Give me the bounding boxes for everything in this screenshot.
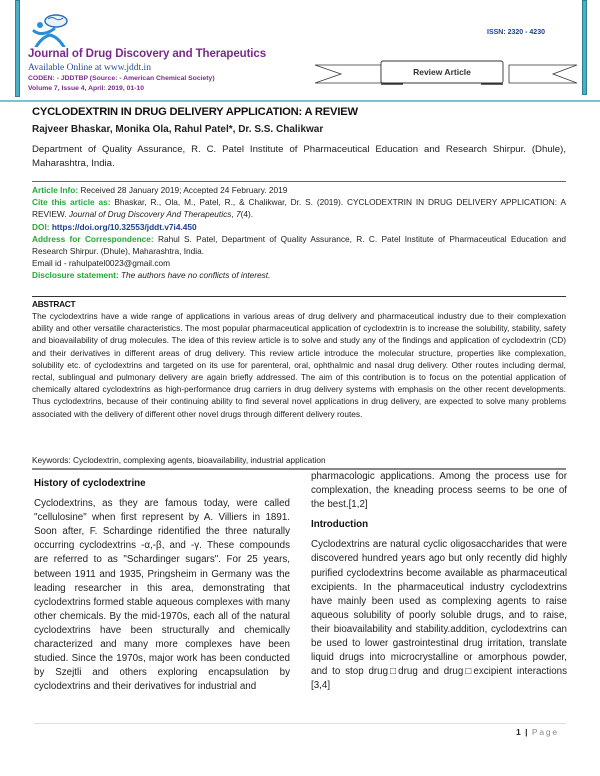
abstract-divider (32, 296, 566, 297)
page-number-value: 1 (516, 727, 521, 737)
citation-label: Cite this article as: (32, 197, 111, 208)
page-label: Page (531, 727, 559, 737)
history-heading: History of cyclodextrine (34, 478, 146, 489)
article-info-line (32, 184, 566, 196)
disclosure-label: Disclosure statement: (32, 270, 119, 281)
right-accent-bar (582, 0, 587, 95)
info-divider (32, 181, 566, 182)
affiliation: Department of Quality Assurance, R. C. Patel Institute of Pharmaceutical Education and Research Shirpur. (Dhule), Maharashtra, India. (32, 144, 566, 169)
disclosure-text: The authors have no conflicts of interest. (118, 270, 271, 281)
footer-divider (34, 723, 566, 724)
authors: Rajveer Bhaskar, Monika Ola, Rahul Patel*, Dr. S.S. Chalikwar (32, 124, 324, 135)
journal-title: Journal of Drug Discovery and Therapeutics (28, 48, 266, 60)
history-paragraph: Cyclodextrins, as they are famous today, were called "cellulosine" when first represent by A. Villiers in 1891. Soon after, F. Schardinge ridentified the three naturally occurring cyclodextrins -α,-β, and -γ. These compounds are referred to as "Schardinger sugars". For 25 years, between 1911 and 1935, Pringsheim in Germany was the leading researcher in this area, demonstrating that cyclodextrins formed stable aqueous complexes with many other chemicals. By the mid-1970s, each all of the natural cyclodextrins have been structurally and chemically characterized and many more complexes have been studied. Since the 1970s, major work has been conducted by Szejtli and others exploring encapsulation by cyclodextrins and their derivatives for industrial and (34, 498, 290, 693)
article-info-label: Article Info: (32, 185, 79, 195)
citation-volume: 7 (236, 209, 241, 220)
disclosure-line (32, 269, 566, 281)
citation-text: Bhaskar, R., Ola, M., Patel, R., & Chalikwar, Dr. S. (2019). CYCLODEXTRIN IN DRUG DELIVERY APPLICATION: A REVIEW. (32, 197, 566, 220)
correspondence-label: Address for Correspondence: (32, 233, 154, 244)
journal-website[interactable]: Available Online at www.jddt.in (28, 63, 151, 73)
issn: ISSN: 2320 - 4230 (487, 29, 545, 36)
body-column-right (311, 470, 567, 699)
citation-separator: , (231, 209, 236, 220)
body-column-left (34, 477, 290, 700)
header-divider (0, 100, 600, 102)
keywords: Keywords: Cyclodextrin, complexing agents, bioavailability, industrial application (32, 455, 326, 465)
citation-journal: Journal of Drug Discovery And Therapeutics (68, 209, 232, 220)
doi-link[interactable]: https://doi.org/10.32553/jddt.v7i4.450 (51, 221, 197, 232)
abstract-text: The cyclodextrins have a wide range of applications in various areas of drug delivery and pharmaceutical industry due to their complexation ability and other versatile characteristics. The most popular pharmaceutical application of cyclodextrin is to increase the solubility, stability, safety and bioavailability of drug molecules. The idea of this review article is to solve and study any of the findings and application of cyclodextrin (CD) and their derivatives in different areas of drug delivery. This review article introduce the molecular structure, properties like complexation, solubility etc. of cyclodextrins and targeted on its use for parenteral, oral, ophthalmic and nasal drug delivery. Other routes including dermal, rectal, sublingual and pulmonary delivery are again briefly addressed. The aim of this contribution is to focus on the potential application of chemically altared cyclodextrins as high-performance drug carriers in drug delivery systems with emphasis on the other recent developments. Thus cyclodextrins, because of their continuing ability to find several novel applications in drug delivery, are expected to solve many problems associated with the delivery of different other novel drugs through different delivery routes. (32, 311, 566, 419)
article-info-dates: Received 28 January 2019; Accepted 24 February. 2019 (78, 185, 288, 195)
page-number (516, 727, 559, 737)
abstract-heading: ABSTRACT (32, 299, 76, 309)
correspondence-line (32, 233, 566, 257)
email-line[interactable]: Email id - rahulpatel0023@gmail.com (32, 258, 171, 269)
left-accent-bar (15, 0, 20, 97)
introduction-paragraph: Cyclodextrins are natural cyclic oligosaccharides that were discovered hundred years ago but only recently did highly purified cyclodextrins become available as pharmaceutical excipients. In the pharmaceutical industry cyclodextrins have mainly been used as complexing agents to raise aqueous solubility of poorly soluble drugs, and to raise, their bioavailability and stability.addition, cyclodextrins can be used to lower gastrointestinal drug irritation, translate liquid drugs into microcrystalline or amorphous powder, and to stop drug□drug and drug□excipient interactions [3,4] (311, 539, 567, 692)
article-info-block (32, 184, 566, 282)
coden: CODEN: - JDDTBP (Source: - American Chemical Society) (28, 75, 215, 82)
article-type-badge: Review Article (413, 67, 471, 77)
page-separator: | (525, 727, 528, 737)
citation-line (32, 196, 566, 220)
history-paragraph-continued: pharmacologic applications. Among the process use for complexation, the kneading process seems to be one of the best.[1,2] (311, 471, 567, 511)
jddt-logo-icon (26, 13, 74, 47)
introduction-heading: Introduction (311, 519, 369, 531)
citation-issue: (4). (240, 209, 254, 220)
doi-line (32, 221, 566, 233)
correspondence-text: Rahul S. Patel, Department of Quality Assurance, R. C. Patel Institute of Pharmaceutical Education and Research Shirpur. (Dhule), Maharashtra, India. (32, 233, 567, 257)
doi-label: DOI: (32, 221, 52, 232)
paper-title: CYCLODEXTRIN IN DRUG DELIVERY APPLICATION: A REVIEW (32, 106, 358, 118)
volume-info: Volume 7, Issue 4, April: 2019, 01-10 (28, 85, 144, 92)
